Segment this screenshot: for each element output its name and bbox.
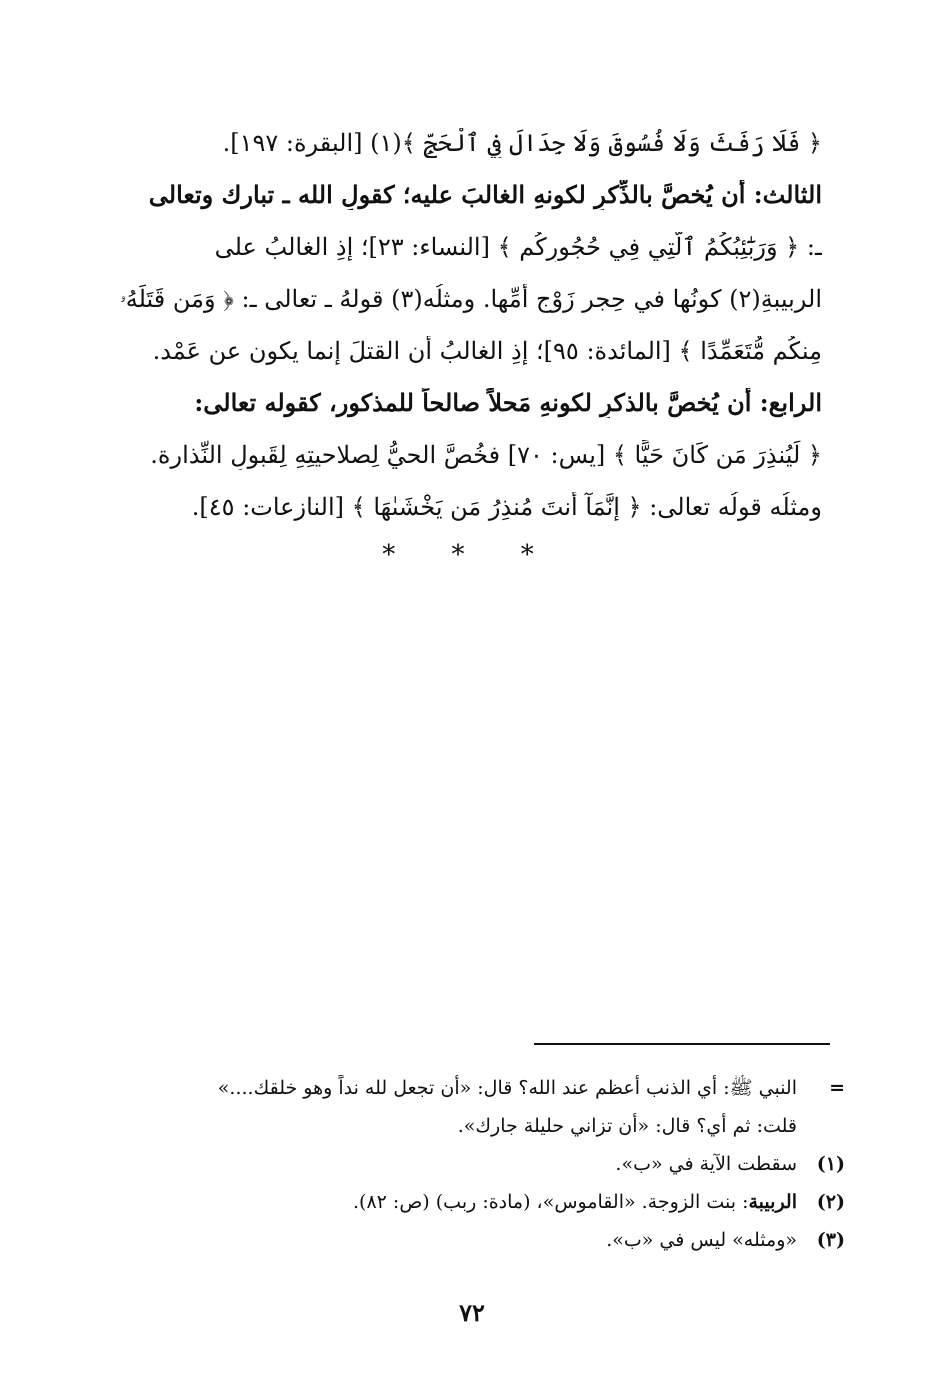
continuation-marker: = <box>829 1077 845 1099</box>
footnote-1 <box>100 1151 845 1177</box>
main-text <box>100 128 822 544</box>
text-line-2-third-point: الثالث: أن يُخصَّ بالذِّكرِ لكونهِ الغالبَ عليه؛ كقولِ الله ـ تبارك وتعالى <box>148 180 822 209</box>
footnote-separator <box>534 1043 830 1045</box>
footnotes <box>100 1075 845 1265</box>
footnote-number: (٢) <box>816 1191 845 1213</box>
footnote-label: الربيبة <box>748 1191 797 1213</box>
footnote-number: (٣) <box>816 1229 845 1251</box>
text-line-7: ﴿ لِّيُنذِرَ مَن كَانَ حَيًّا ﴾ [يس: ٧٠] فخُصَّ الحيُّ لِصلاحيتِهِ لِقَبولِ النِّذارة. <box>150 441 822 469</box>
text-line-4: الربيبةِ(٢) كونُها في حِجر زَوْجِ أُمِّها. ومثلُه(٣) قولهُ ـ تعالى ـ: ﴿ وَمَن قَتَلَهُۥ <box>119 285 822 313</box>
footnote-text: : بنت الزوجة. «القاموس»، (مادة: ربب) (ص: ٨٢). <box>353 1191 749 1213</box>
footnote-continuation-line-1 <box>100 1075 845 1101</box>
footnote-text: سقطت الآية في «ب». <box>615 1153 797 1175</box>
footnote-3 <box>100 1227 845 1253</box>
continuation-text-2: قلت: ثم أي؟ قال: «أن تزاني حليلة جارك». <box>457 1115 797 1137</box>
text-line-5: مِنكُم مُّتَعَمِّدًا ﴾ [المائدة: ٩٥]؛ إذِ الغالبُ أن القتلَ إنما يكون عن عَمْد. <box>152 337 822 365</box>
text-line-3: ـ: ﴿ وَرَبَٰٓئِبُكُمُ ٱلَّتِي فِي حُجُورِكُم ﴾ [النساء: ٢٣]؛ إذِ الغالبُ على <box>214 233 822 261</box>
footnote-text: «ومثله» ليس في «ب». <box>606 1229 797 1251</box>
text-line-1: ﴿ فَلَا رَفَثَ وَلَا فُسُوقَ وَلَا جِدَالَ فِي ٱلْحَجِّ ﴾(١) [البقرة: ١٩٧]. <box>222 129 822 157</box>
text-line-6-fourth-point: الرابع: أن يُخصَّ بالذكرِ لكونهِ مَحلاً صالحاً للمذكور، كقوله تعالى: <box>194 388 822 417</box>
footnote-2 <box>100 1189 845 1215</box>
page-number: ٧٢ <box>459 1298 485 1327</box>
footnote-continuation-line-2 <box>100 1113 845 1139</box>
continuation-text-1: النبي ﷺ: أي الذنب أعظم عند الله؟ قال: «أن تجعل لله نداً وهو خلقك....» <box>217 1077 797 1099</box>
footnote-number: (١) <box>816 1153 845 1175</box>
text-line-8: ومثلُه قولُه تعالى: ﴿ إِنَّمَآ أَنتَ مُنذِرُ مَن يَخْشَىٰهَا ﴾ [النازعات: ٤٥]. <box>191 493 822 521</box>
section-stars-divider: * * * <box>382 540 558 570</box>
